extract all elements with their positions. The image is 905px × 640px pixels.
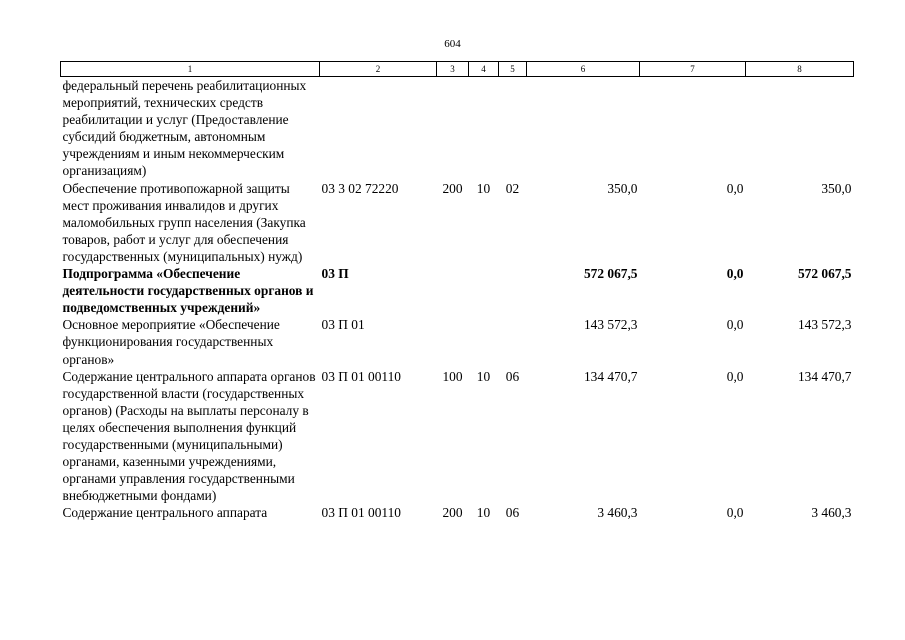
- row-value-7: 0,0: [726, 317, 744, 333]
- row-code: 03 П 01: [321, 317, 365, 333]
- table-row: [61, 504, 854, 521]
- row-name: Обеспечение противопожарной защиты мест проживания инвалидов и других маломобильных групп населения (Закупка товаров, работ и услуг для обеспечения государственных (муниципальных) нужд): [62, 180, 306, 264]
- row-rz: 10: [476, 368, 491, 384]
- budget-table: [60, 61, 854, 521]
- row-vr: [437, 316, 469, 367]
- row-pr: [499, 265, 527, 316]
- row-value-8: 350,0: [821, 180, 852, 196]
- row-value-7: 0,0: [726, 180, 744, 196]
- column-header: 6: [527, 62, 640, 77]
- row-vr: [437, 77, 469, 180]
- column-number-row: [61, 62, 854, 77]
- row-rz: [469, 77, 499, 180]
- row-pr: 06: [505, 368, 520, 384]
- row-pr: 06: [505, 505, 520, 521]
- row-value-6: 3 460,3: [597, 505, 638, 521]
- row-vr: 200: [442, 505, 463, 521]
- table-row: [61, 77, 854, 180]
- table-row: [61, 180, 854, 265]
- row-value-7: 0,0: [726, 368, 744, 384]
- row-value-7: [640, 77, 746, 180]
- row-rz: [469, 265, 499, 316]
- row-vr: 200: [442, 180, 463, 196]
- row-rz: 10: [476, 505, 491, 521]
- column-header: 7: [640, 62, 746, 77]
- row-name: Содержание центрального аппарата: [62, 505, 268, 521]
- column-header: 8: [746, 62, 854, 77]
- row-name: Основное мероприятие «Обеспечение функционирования государственных органов»: [62, 317, 280, 367]
- row-code: [320, 77, 437, 180]
- row-code: 03 3 02 72220: [321, 180, 399, 196]
- column-header: 3: [437, 62, 469, 77]
- column-header: 5: [499, 62, 527, 77]
- row-rz: 10: [476, 180, 491, 196]
- row-value-6: 350,0: [607, 180, 638, 196]
- row-value-7: 0,0: [726, 266, 744, 282]
- row-vr: [437, 265, 469, 316]
- column-header: 1: [61, 62, 320, 77]
- row-value-7: 0,0: [726, 505, 744, 521]
- table-row: [61, 316, 854, 367]
- page-number: 604: [444, 38, 461, 50]
- column-header: 2: [320, 62, 437, 77]
- row-rz: [469, 316, 499, 367]
- table-row: [61, 368, 854, 505]
- row-value-8: 3 460,3: [811, 505, 852, 521]
- row-vr: 100: [442, 368, 463, 384]
- row-value-8: 134 470,7: [797, 368, 852, 384]
- row-value-8: 572 067,5: [797, 266, 852, 282]
- row-name: Содержание центрального аппарата органов государственной власти (государственных органов) (Расходы на выплаты персоналу в целях обеспечения выполнения функций государственными (муниципальными) органами, казенными учреждениями, органами управления государственными внебюджетными фондами): [62, 368, 316, 504]
- row-value-6: 143 572,3: [583, 317, 638, 333]
- row-value-6: [527, 77, 640, 180]
- row-value-6: 134 470,7: [583, 368, 638, 384]
- row-pr: [499, 316, 527, 367]
- row-name: федеральный перечень реабилитационных мероприятий, технических средств реабилитации и услуг (Предоставление субсидий бюджетным, автономным учреждениям и иным некоммерческим организациям): [62, 78, 307, 179]
- column-header: 4: [469, 62, 499, 77]
- row-value-8: [746, 77, 854, 180]
- table-row-subprogram: [61, 265, 854, 316]
- row-value-6: 572 067,5: [583, 266, 638, 282]
- row-code: 03 П 01 00110: [321, 368, 401, 384]
- row-code: 03 П: [321, 266, 349, 282]
- row-pr: 02: [505, 180, 520, 196]
- row-code: 03 П 01 00110: [321, 505, 401, 521]
- row-pr: [499, 77, 527, 180]
- row-name: Подпрограмма «Обеспечение деятельности государственных органов и подведомственных учреждений»: [62, 266, 314, 316]
- row-value-8: 143 572,3: [797, 317, 852, 333]
